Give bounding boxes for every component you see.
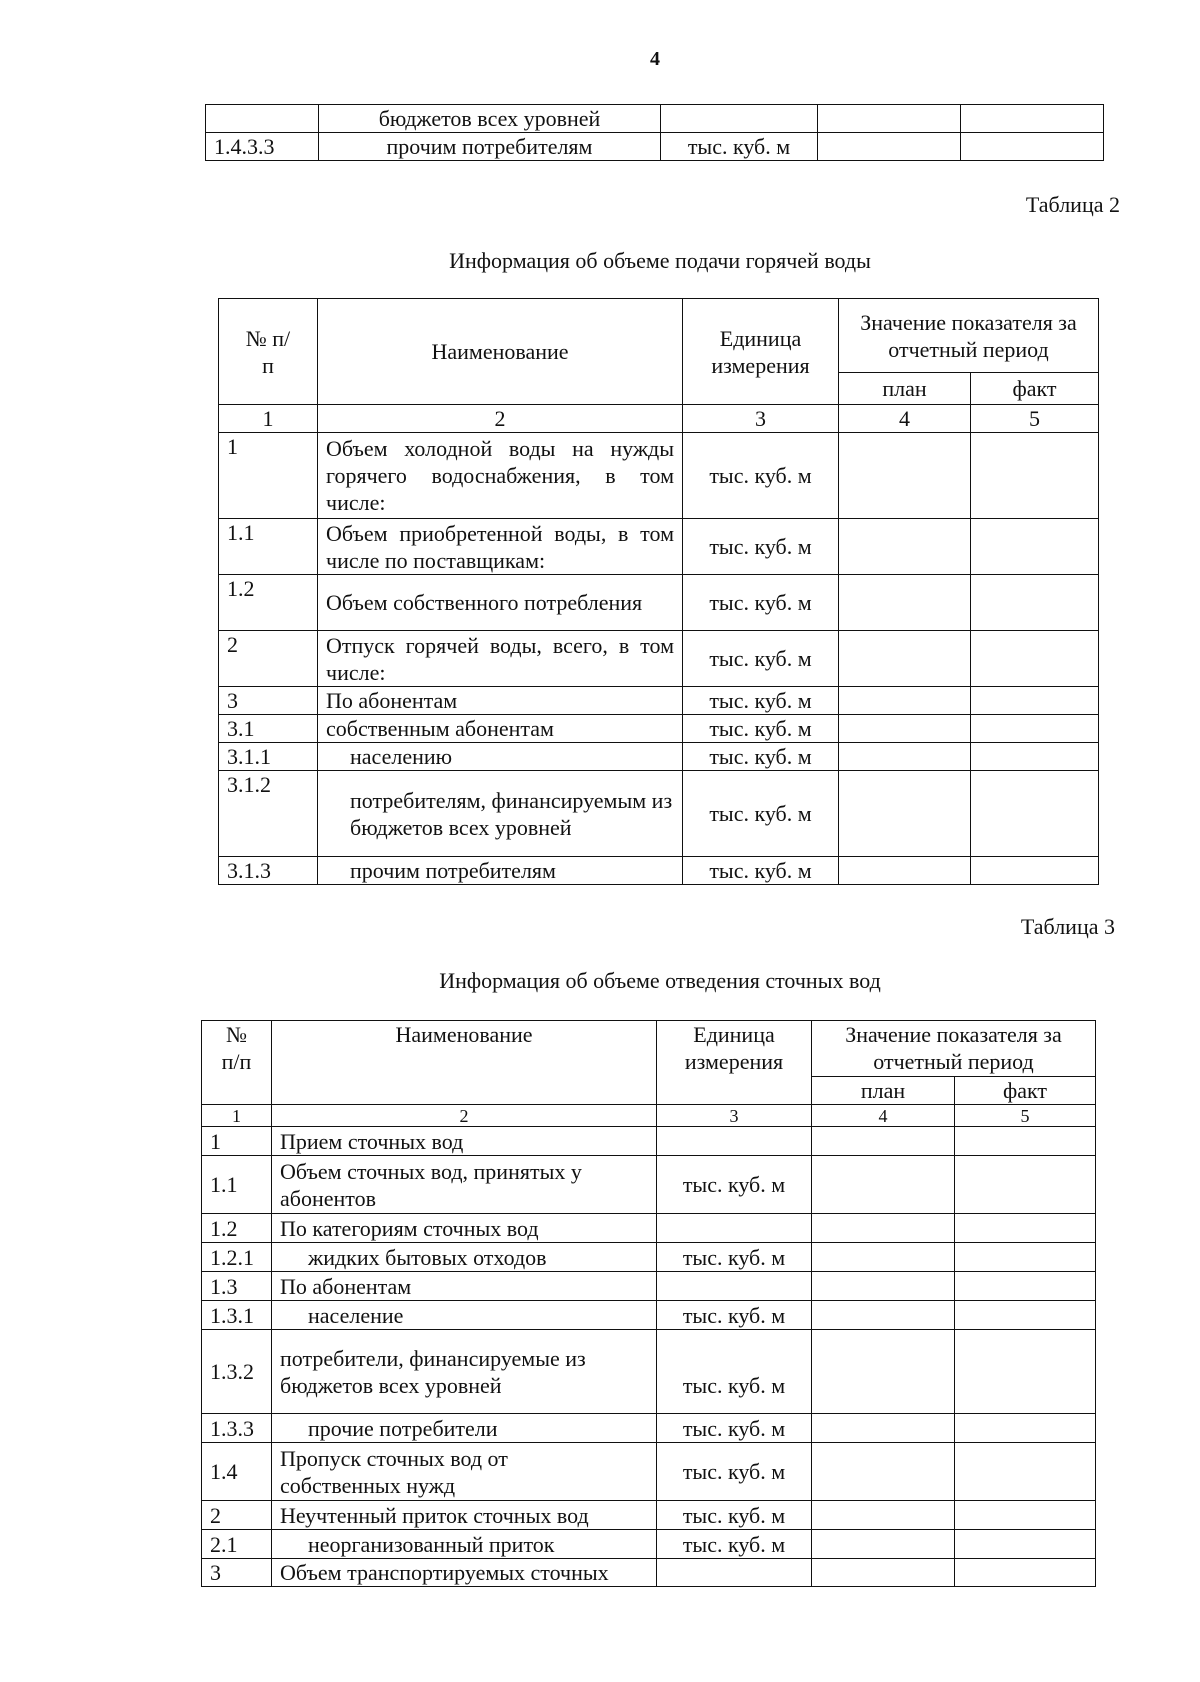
row-unit: тыс. куб. м <box>683 519 839 575</box>
row-unit <box>657 1214 812 1243</box>
row-unit: тыс. куб. м <box>657 1156 812 1214</box>
row-unit: тыс. куб. м <box>683 433 839 519</box>
table-row <box>219 575 1099 631</box>
row-num: 3.1 <box>219 715 318 743</box>
row-plan <box>839 631 971 687</box>
table3-title: Информация об объеме отведения сточных вод <box>439 968 881 993</box>
row-name: Объем приобретенной воды, в том числе по поставщикам: <box>318 519 683 575</box>
row-num: 1.4 <box>202 1443 272 1501</box>
row-name: потребителям, финансируемым из бюджетов всех уровней <box>318 771 683 857</box>
row-plan <box>839 715 971 743</box>
row-num: 1.3 <box>202 1272 272 1301</box>
row-name: населению <box>318 743 683 771</box>
row-fact <box>955 1272 1096 1301</box>
row-name: население <box>272 1301 657 1330</box>
header-row <box>202 1021 1096 1077</box>
header-num: № п/п <box>202 1021 272 1105</box>
row-name: прочим потребителям <box>318 857 683 885</box>
header-unit: Единица измерения <box>657 1021 812 1105</box>
row-plan <box>812 1127 955 1156</box>
row-num: 1.1 <box>219 519 318 575</box>
row-plan <box>812 1530 955 1559</box>
row-plan <box>812 1156 955 1214</box>
row-num: 1 <box>202 1127 272 1156</box>
table-row <box>219 857 1099 885</box>
table-row <box>202 1127 1096 1156</box>
row-name: прочие потребители <box>272 1414 657 1443</box>
row-name: неорганизованный приток <box>272 1530 657 1559</box>
header-name: Наименование <box>272 1021 657 1105</box>
header-value: Значение показателя за отчетный период <box>839 299 1099 373</box>
table-row <box>202 1530 1096 1559</box>
row-num: 3.1.3 <box>219 857 318 885</box>
table-row <box>202 1443 1096 1501</box>
row-fact <box>971 575 1099 631</box>
col-number: 3 <box>657 1105 812 1127</box>
row-unit: тыс. куб. м <box>683 715 839 743</box>
row-unit <box>657 1559 812 1587</box>
row-unit: тыс. куб. м <box>683 743 839 771</box>
row-name: Объем сточных вод, принятых у абонентов <box>272 1156 657 1214</box>
row-fact <box>971 433 1099 519</box>
row-fact <box>971 519 1099 575</box>
row-name: прочим потребителям <box>319 133 661 161</box>
row-name: Объем холодной воды на нужды горячего водоснабжения, в том числе: <box>318 433 683 519</box>
table2-label: Таблица 2 <box>1025 192 1120 217</box>
row-num: 3.1.1 <box>219 743 318 771</box>
row-plan <box>839 687 971 715</box>
row-num: 3 <box>219 687 318 715</box>
header-row <box>219 299 1099 373</box>
table-row <box>219 519 1099 575</box>
row-unit <box>661 105 818 133</box>
row-plan <box>818 105 961 133</box>
row-num: 1.3.2 <box>202 1330 272 1414</box>
page-number: 4 <box>650 48 660 70</box>
table-row <box>202 1330 1096 1414</box>
row-unit: тыс. куб. м <box>683 575 839 631</box>
table-row <box>219 631 1099 687</box>
row-num: 1 <box>219 433 318 519</box>
row-name: жидких бытовых отходов <box>272 1243 657 1272</box>
row-unit: тыс. куб. м <box>657 1414 812 1443</box>
header-fact: факт <box>971 373 1099 405</box>
table1-continuation <box>205 104 1104 161</box>
row-num: 3.1.2 <box>219 771 318 857</box>
row-plan <box>818 133 961 161</box>
col-number-row <box>219 405 1099 433</box>
col-number: 4 <box>812 1105 955 1127</box>
table2 <box>218 298 1099 885</box>
col-number: 2 <box>272 1105 657 1127</box>
row-num: 2 <box>219 631 318 687</box>
row-unit: тыс. куб. м <box>657 1443 812 1501</box>
row-plan <box>812 1330 955 1414</box>
row-unit: тыс. куб. м <box>657 1243 812 1272</box>
table-row <box>219 771 1099 857</box>
row-unit: тыс. куб. м <box>661 133 818 161</box>
row-name: Прием сточных вод <box>272 1127 657 1156</box>
header-value: Значение показателя за отчетный период <box>812 1021 1096 1077</box>
header-fact: факт <box>955 1077 1096 1105</box>
col-number: 1 <box>202 1105 272 1127</box>
row-plan <box>812 1501 955 1530</box>
row-unit: тыс. куб. м <box>657 1530 812 1559</box>
col-number: 2 <box>318 405 683 433</box>
row-plan <box>839 575 971 631</box>
row-num: 1.3.1 <box>202 1301 272 1330</box>
table-row <box>202 1272 1096 1301</box>
row-fact <box>955 1530 1096 1559</box>
row-plan <box>812 1214 955 1243</box>
col-number: 5 <box>955 1105 1096 1127</box>
row-fact <box>971 743 1099 771</box>
table-row <box>202 1414 1096 1443</box>
table3-label: Таблица 3 <box>1020 914 1115 939</box>
row-fact <box>961 105 1104 133</box>
col-number: 4 <box>839 405 971 433</box>
table-row <box>219 743 1099 771</box>
row-fact <box>971 857 1099 885</box>
row-num: 1.3.3 <box>202 1414 272 1443</box>
row-plan <box>812 1559 955 1587</box>
row-fact <box>955 1501 1096 1530</box>
row-fact <box>955 1330 1096 1414</box>
row-num: 1.2 <box>202 1214 272 1243</box>
row-num: 1.1 <box>202 1156 272 1214</box>
row-unit: тыс. куб. м <box>657 1301 812 1330</box>
table-row <box>202 1156 1096 1214</box>
row-fact <box>971 715 1099 743</box>
col-number: 1 <box>219 405 318 433</box>
row-name: Объем транспортируемых сточных <box>272 1559 657 1587</box>
col-number: 3 <box>683 405 839 433</box>
row-name: Отпуск горячей воды, всего, в том числе: <box>318 631 683 687</box>
row-plan <box>839 771 971 857</box>
header-name: Наименование <box>318 299 683 405</box>
header-num: № п/п <box>219 299 318 405</box>
row-name: Объем собственного потребления <box>318 575 683 631</box>
table-row <box>202 1501 1096 1530</box>
row-num: 2.1 <box>202 1530 272 1559</box>
row-unit: тыс. куб. м <box>683 631 839 687</box>
row-num: 2 <box>202 1501 272 1530</box>
table-row <box>202 1559 1096 1587</box>
row-fact <box>955 1127 1096 1156</box>
row-fact <box>961 133 1104 161</box>
row-plan <box>812 1272 955 1301</box>
row-unit: тыс. куб. м <box>683 771 839 857</box>
row-name: По абонентам <box>318 687 683 715</box>
row-plan <box>839 519 971 575</box>
row-fact <box>955 1156 1096 1214</box>
row-plan <box>812 1243 955 1272</box>
row-unit: тыс. куб. м <box>657 1330 812 1414</box>
table3 <box>201 1020 1096 1587</box>
row-fact <box>955 1301 1096 1330</box>
table-row <box>206 133 1104 161</box>
row-name: По категориям сточных вод <box>272 1214 657 1243</box>
row-fact <box>955 1443 1096 1501</box>
row-fact <box>971 687 1099 715</box>
header-plan: план <box>839 373 971 405</box>
table-row <box>219 687 1099 715</box>
table-row <box>219 715 1099 743</box>
row-plan <box>812 1414 955 1443</box>
table-row <box>202 1214 1096 1243</box>
table-row <box>202 1301 1096 1330</box>
row-unit: тыс. куб. м <box>683 857 839 885</box>
col-number: 5 <box>971 405 1099 433</box>
row-fact <box>955 1214 1096 1243</box>
row-fact <box>971 771 1099 857</box>
row-plan <box>812 1443 955 1501</box>
row-fact <box>955 1243 1096 1272</box>
row-num <box>206 105 319 133</box>
table-row <box>206 105 1104 133</box>
row-name: потребители, финансируемые из бюджетов всех уровней <box>272 1330 657 1414</box>
row-name: По абонентам <box>272 1272 657 1301</box>
row-num: 1.4.3.3 <box>206 133 319 161</box>
row-num: 1.2.1 <box>202 1243 272 1272</box>
table-row <box>219 433 1099 519</box>
row-name: Пропуск сточных вод от собственных нужд <box>272 1443 657 1501</box>
table2-title: Информация об объеме подачи горячей воды <box>449 248 871 273</box>
col-number-row <box>202 1105 1096 1127</box>
row-unit <box>657 1127 812 1156</box>
row-num: 1.2 <box>219 575 318 631</box>
row-name: бюджетов всех уровней <box>319 105 661 133</box>
row-plan <box>839 857 971 885</box>
row-fact <box>955 1414 1096 1443</box>
row-unit: тыс. куб. м <box>683 687 839 715</box>
row-num: 3 <box>202 1559 272 1587</box>
header-unit: Единица измерения <box>683 299 839 405</box>
row-name: Неучтенный приток сточных вод <box>272 1501 657 1530</box>
row-plan <box>839 433 971 519</box>
row-plan <box>812 1301 955 1330</box>
row-plan <box>839 743 971 771</box>
table-row <box>202 1243 1096 1272</box>
row-fact <box>971 631 1099 687</box>
row-fact <box>955 1559 1096 1587</box>
row-unit: тыс. куб. м <box>657 1501 812 1530</box>
header-plan: план <box>812 1077 955 1105</box>
row-unit <box>657 1272 812 1301</box>
row-name: собственным абонентам <box>318 715 683 743</box>
